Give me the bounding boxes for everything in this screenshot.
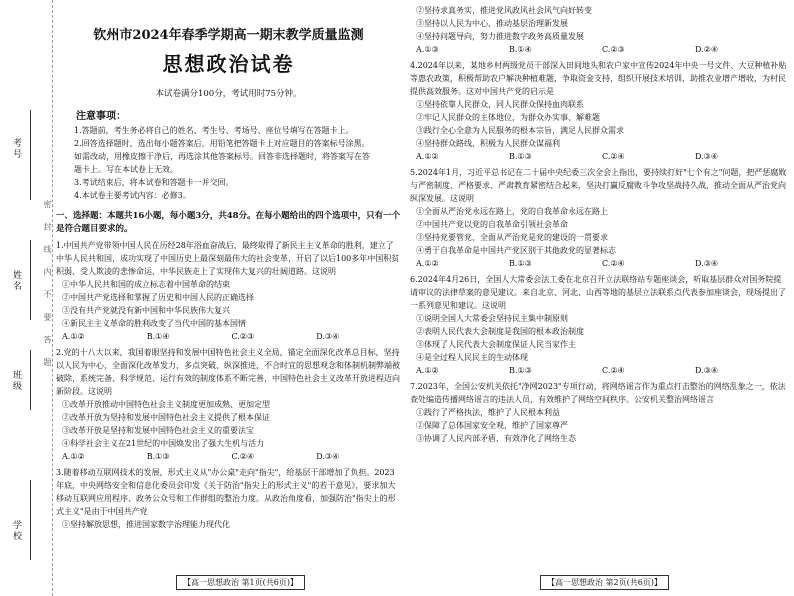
option-4: ④新民主主义革命的胜利改变了当代中国的基本国情 — [62, 319, 246, 328]
choice-a: A.①② — [62, 452, 85, 461]
option-1: ①中华人民共和国的成立标志着中国革命的结束 — [62, 280, 230, 289]
choice-d: D.③④ — [695, 152, 719, 161]
page-footer: 【高一思想政治 第2页(共6页)】 — [540, 575, 669, 590]
question-stem: 7.2023年，全国公安机关依托"净网2023"专项行动，将网络谣言作为重点打击整治的网络乱象之一，依法查处编造传播网络谣言的违法人员，有效维护了网络空间秩序。公安机关整治网络谣言 — [410, 382, 786, 404]
option-2: ②中国共产党以党的自我革命引领社会革命 — [416, 220, 568, 229]
choice-a: A.①② — [416, 259, 439, 268]
option-2: ②改革开放为坚持和发展中国特色社会主义提供了根本保证 — [62, 413, 270, 422]
choice-b: B.①④ — [146, 332, 170, 341]
choice-d: D.③④ — [316, 332, 340, 341]
choice-b: B.①③ — [146, 452, 170, 461]
choice-c: C.②④ — [231, 452, 255, 461]
option-4: ④坚持问题导向，努力推进数字政务高质量发展 — [416, 32, 584, 41]
choice-b: B.①③ — [509, 366, 532, 375]
question-stem: 6.2024年4月26日，全国人大常委会法工委在北京召开立法联络站专题座谈会，听取基层群众对国务院提请审议的法律草案的意见建议。来自北京、河北、山西等地的基层立法联系点代表参加座谈会，现场提出了一系列意见和建议。这说明 — [410, 275, 786, 310]
question-stem: 1.中国共产党带领中国人民在历经28年浴血奋战后，最终取得了新民主主义革命的胜利，建立了中华人民共和国，成功实现了中国历史上最深刻最伟大的社会变革，开启了以后100多年中国积贫积弱、受人欺凌的悲惨命运，中华民族走上了实现伟大复兴的壮阔道路。这说明 — [56, 241, 400, 276]
option-1: ①说明全国人大常委会坚持民主集中制原则 — [416, 314, 568, 323]
answer-choices — [410, 257, 788, 270]
option-1: ①全面从严治党永远在路上，党的自我革命永远在路上 — [416, 207, 608, 216]
seal-line-text: 密 封 线 内 不 要 答 题 — [43, 200, 52, 372]
binding-margin — [0, 0, 53, 596]
option-2: ②表明人民代表大会制度是我国的根本政治制度 — [416, 327, 584, 336]
choice-b: B.①③ — [509, 152, 532, 161]
notice-item: 2.回答选择题时，选出每小题答案后，用铅笔把答题卡上对应题目的答案标号涂黑。如需改动，用橡皮擦干净后，再选涂其他答案标号。回答非选择题时，将答案写在答题卡上。写在本试卷上无效。 — [74, 139, 370, 174]
option-4: ④坚持群众路线，积极为人民群众谋福利 — [416, 139, 560, 148]
subject-title: 思想政治试卷 — [162, 52, 295, 76]
choice-c: C.②④ — [602, 152, 625, 161]
option-1: ①践行了严格执法，维护了人民根本利益 — [416, 408, 560, 417]
notice-item: 4.本试卷主要考试内容：必修3。 — [74, 191, 191, 200]
choice-d: D.③④ — [695, 366, 719, 375]
answer-choices — [56, 450, 401, 463]
option-3: ③协调了人民内部矛盾，有效净化了网络生态 — [416, 434, 576, 443]
option-4: ④科学社会主义在21世纪的中国焕发出了强大生机与活力 — [62, 439, 265, 448]
choice-a: A.①② — [62, 332, 85, 341]
question-3 — [56, 466, 401, 531]
question-5 — [410, 166, 788, 270]
option-2: ②牢记人民群众的主体地位，为群众办实事、解难题 — [416, 113, 600, 122]
exam-number-label: 考号 — [11, 138, 21, 160]
answer-choices — [410, 150, 788, 163]
right-column — [410, 0, 788, 596]
question-3-continued — [410, 4, 788, 56]
option-1: ①坚持解放思想，推进国家数字治理能力现代化 — [62, 520, 230, 529]
question-stem: 5.2024年1月，习近平总书记在二十届中央纪委三次全会上指出，要持续打好"七个有之"问题，把严惩腐败与严密制度、严格要求、严肃教育紧密结合起来，坚决打赢反腐败斗争攻坚战持久战，推动全面从严治党向纵深发展。这说明 — [410, 168, 787, 203]
question-stem: 4.2024年以来，某地乡村两级党员干部深入田间地头和农户家中宣传2024年中央一号文件、大豆种植补贴等惠农政策，积极帮助农户解决种植难题，争取资金支持，组织开展技术培训，助推农业增产增收，为村民提供高效服务。这对中国共产党的启示是 — [410, 61, 787, 96]
option-3: ③坚持党要管党、全面从严治党是党的建设的一贯要求 — [416, 233, 608, 242]
choice-c: C.②④ — [602, 366, 625, 375]
exam-number-line — [30, 110, 31, 200]
left-column — [56, 0, 401, 596]
option-3: ③坚持以人民为中心，推动基层治理新发展 — [416, 19, 568, 28]
answer-choices — [56, 330, 401, 343]
question-6 — [410, 273, 788, 377]
answer-choices — [410, 364, 788, 377]
notice-item: 1.答题前，考生务必将自己的姓名、考生号、考场号、座位号填写在答题卡上。 — [74, 126, 354, 135]
page-footer: 【高一思想政治 第1页(共6页)】 — [176, 575, 305, 590]
question-2 — [56, 346, 401, 463]
class-line — [30, 350, 31, 410]
option-3: ③践行全心全意为人民服务的根本宗旨，满足人民群众需求 — [416, 126, 624, 135]
question-stem: 2.党的十八大以来，我国着眼坚持和发展中国特色社会主义全局，锚定全面深化改革总目标，坚持以人民为中心，全面深化改革发力，多点突破、纵深推进，不合时宜的思想观念和体制机制弊端被破除，系统完备、科学规范、运行有效的制度体系不断完善，中国特色社会主义改革开放进程迈向新阶段。这说明 — [56, 348, 400, 396]
choice-a: A.①② — [416, 366, 439, 375]
option-4: ④是全过程人民民主的生动体现 — [416, 353, 528, 362]
choice-b: B.①④ — [509, 45, 532, 54]
option-2: ②保障了总体国家安全观，维护了国家尊严 — [416, 421, 568, 430]
choice-a: A.①② — [416, 152, 439, 161]
school-line — [30, 480, 31, 560]
notice-item: 3.考试结束后，将本试卷和答题卡一并交回。 — [74, 178, 234, 187]
option-3: ③体现了人民代表大会制度保证人民当家作主 — [416, 340, 576, 349]
question-4 — [410, 59, 788, 163]
option-3: ③改革开放是坚持和发展中国特色社会主义的重要法宝 — [62, 426, 254, 435]
choice-c: C.②③ — [602, 45, 625, 54]
choice-a: A.①③ — [416, 45, 439, 54]
answer-choices — [410, 43, 788, 56]
choice-b: B.①③ — [509, 259, 532, 268]
question-stem: 3.随着移动互联网技术的发展，形式主义从"办公桌"走向"指尖"，给基层干部增加了负担。2023年底，中央网络安全和信息化委员会印发《关于防治"指尖上的形式主义"的若干意见》，要求加大移动互联网应用程序、政务公众号和工作群组的整治力度。从政治角度看，加强防治"指尖上的形式主义"是由于中国共产党 — [56, 468, 396, 516]
exam-title: 钦州市2024年春季学期高一期末教学质量监测 — [93, 28, 364, 43]
section-heading: 一、选择题：本题共16小题，每小题3分，共48分。在每小题给出的四个选项中，只有一个是符合题目要求的。 — [56, 211, 401, 234]
choice-c: C.②④ — [602, 259, 625, 268]
choice-d: D.③④ — [695, 259, 719, 268]
class-label: 班级 — [11, 370, 21, 392]
question-1 — [56, 239, 401, 343]
exam-meta: 本试卷满分100分，考试用时75分钟。 — [155, 89, 302, 99]
name-label: 姓名 — [11, 270, 21, 292]
option-2: ②中国共产党选择和掌握了历史和中国人民的正确选择 — [62, 293, 254, 302]
choice-d: D.③④ — [316, 452, 340, 461]
option-1: ①改革开放推动中国特色社会主义制度更加成熟、更加定型 — [62, 400, 270, 409]
choice-d: D.②④ — [695, 45, 719, 54]
option-2: ②坚持求真务实，推进党风政风社会风气向好转变 — [416, 6, 592, 15]
option-4: ④勇于自我革命是中国共产党区别于其他政党的显著标志 — [416, 246, 616, 255]
notice-list — [74, 124, 371, 202]
option-3: ③没有共产党就没有新中国和中华民族伟大复兴 — [62, 306, 230, 315]
option-1: ①坚持依靠人民群众，同人民群众保持血肉联系 — [416, 100, 584, 109]
notice-heading: 注意事项： — [76, 111, 126, 122]
school-label: 学校 — [11, 520, 21, 542]
choice-c: C.②③ — [231, 332, 255, 341]
question-7 — [410, 380, 788, 445]
name-line — [30, 240, 31, 320]
